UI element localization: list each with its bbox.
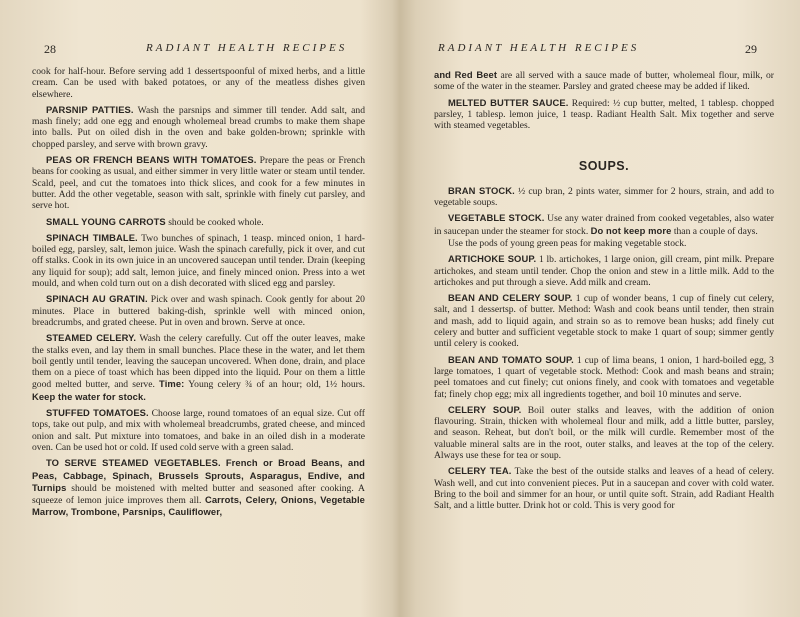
recipe-text: Wash the parsnips and simmer till tender. Add salt, and mash finely; add one egg and enough wholemeal bread crumbs to make them shape into balls. Put on oiled dish in the oven and bake golden-brown; sprinkle with chopped parsley, and serve with brown gravy. [32, 104, 365, 150]
recipe-title: CELERY TEA. [448, 465, 512, 477]
recipe-paragraph [32, 407, 365, 453]
stock-note: Keep the water for stock. [32, 390, 146, 402]
recipe-title: VEGETABLE STOCK. [448, 212, 545, 224]
recipe-title: BRAN STOCK. [448, 184, 515, 196]
recipe-title: MELTED BUTTER SAUCE. [448, 96, 569, 108]
recipe-paragraph [434, 185, 774, 209]
recipe-paragraph [32, 154, 365, 211]
recipe-note [434, 238, 774, 249]
warning-text: Do not keep more [590, 224, 672, 236]
recipe-paragraph [434, 292, 774, 349]
recipe-text: Take the best of the outside stalks and leaves of a head of celery. Wash well, and cut into convenient pieces. Put in a saucepan and cover with cold water. Bring to the boil and simmer for an hour, or until quite soft. Strain, add Radiant Health Salt, and a little butter. Drink hot or cold. This is very good for [434, 466, 774, 512]
recipe-paragraph [32, 104, 365, 150]
vegetable-list: French or Broad Beans, and Peas, Cabbage, Spinach, Brussels Sprouts, Asparagus, Endive, and Turnips [32, 457, 365, 493]
vegetable-list: and Red Beet [434, 69, 498, 80]
recipe-text: Choose large, round tomatoes of an equal size. Cut off tops, take out pulp, and mix with wholemeal breadcrumbs, grated cheese, and minced onion and salt. Put mixture into tomatoes, and bake in an oiled dish in a moderate oven. Can be used hot or cold. If used cold serve with a green salad. [32, 408, 365, 453]
recipe-text: Pick over and wash spinach. Cook gently for about 20 minutes. Place in buttered baking-dish, sprinkle well with minced onion, breadcrumbs, and grated cheese. Put in oven and brown. Serve at once. [32, 294, 365, 328]
recipe-title: BEAN AND TOMATO SOUP. [448, 353, 574, 365]
recipe-text: than a couple of days. [673, 225, 758, 237]
right-page-text [434, 69, 774, 516]
left-page-text [32, 66, 365, 523]
recipe-text: 1 lb. artichokes, 1 large onion, gill cream, pint milk. Prepare artichokes, and steam until tender. Chop the onion and stew in a little milk. Add to the artichokes and put through a sieve. Add milk and cream. [434, 254, 774, 288]
recipe-paragraph [32, 232, 365, 289]
right-page [402, 0, 800, 617]
recipe-title: ARTICHOKE SOUP. [448, 253, 537, 265]
page-number-right: 29 [745, 42, 757, 56]
recipe-text: Boil outer stalks and leaves, with the addition of onion flavouring. Strain, thicken with wholemeal flour and milk, add a little butter, parsley, and season. Reheat, but don't boil, or the milk will curdle. Remember most of the valuable mineral salts are in the root, outer stalks, and leaves at the top of the celery. Always use these for tea or soup. [434, 404, 774, 462]
recipe-title: SMALL YOUNG CARROTS [46, 215, 166, 227]
recipe-text: 1 cup of wonder beans, 1 cup of finely cut celery, salt, and 1 dessertsp. of butter. Method: Wash and cook beans until tender, then strain and mash, add to liquid again, and strain so as to remove bean husks; add finely cut celery and butter and sufficient vegetable stock to make 1 quart of soup; simmer gently until celery is cooked. [434, 293, 774, 350]
recipe-title: BEAN AND CELERY SOUP. [448, 292, 573, 304]
recipe-text: Required: ½ cup butter, melted, 1 tablesp. chopped parsley, 1 tablesp. lemon juice, 1 teasp. Radiant Health Salt. Mix together and serve with steamed vegetables. [434, 97, 774, 132]
recipe-text: should be moistened with melted butter and seasoned after cooking. A squeeze of lemon juice improves them all. [32, 482, 365, 507]
recipe-paragraph [434, 404, 774, 461]
section-heading: SOUPS. [578, 159, 630, 174]
recipe-paragraph [434, 465, 774, 511]
page-number-left: 28 [44, 42, 56, 56]
recipe-text: 1 cup of lima beans, 1 onion, 1 hard-boiled egg, 3 large tomatoes, 1 quart of vegetable stock. Method: Cook and mash beans and strain; peel tomatoes and cut finely; cut onions finely, and cook with tomatoes and vegetable fat; finely chop egg; mix all ingredients together, and boil 10 minutes and serve. [434, 354, 774, 400]
recipe-title: SPINACH AU GRATIN. [46, 293, 148, 305]
recipe-paragraph [434, 212, 774, 237]
recipe-text: cook for half-hour. Before serving add 1 dessertspoonful of mixed herbs, and a little cream. Can be used with baked potatoes, or any of the meatless dishes given elsewhere. [32, 66, 365, 100]
running-title-left: RADIANT HEALTH RECIPES [146, 42, 348, 54]
recipe-paragraph [434, 354, 774, 400]
recipe-paragraph [32, 457, 365, 518]
recipe-paragraph [434, 97, 774, 132]
continuation-paragraph [434, 69, 774, 93]
recipe-text: Use the pods of young green peas for making vegetable stock. [448, 237, 687, 249]
recipe-text: Prepare the peas or French beans for cooking as usual, and either simmer in very little water or steam until tender. Scald, peel, and cut the tomatoes into thick slices, and cook for a few minutes in butter. Add the other vegetable, season with salt, sprinkle with finely cut parsley, and serve hot. [32, 155, 365, 212]
time-label: Time: [159, 378, 185, 390]
recipe-text: Two bunches of spinach, 1 teasp. minced onion, 1 hard-boiled egg, parsley, salt, lemon juice. Wash the spinach carefully, pick it over, and cut off stalks. Cook in its own juice in an uncovered saucepan until tender. Drain (keeping any liquid for soup); add salt, lemon juice, and finely minced onion. Press into a wet mould, and when cold turn out on a dish decorated with sliced egg and parsley. [32, 232, 365, 290]
recipe-paragraph [32, 293, 365, 328]
recipe-text: are all served with a sauce made of butter, wholemeal flour, milk, or some of the water in the steamer. Parsley and grated cheese may be added if liked. [434, 70, 774, 93]
recipe-title: CELERY SOUP. [448, 403, 522, 415]
recipe-paragraph [32, 332, 365, 403]
recipe-text: ½ cup bran, 2 pints water, simmer for 2 hours, strain, and add to vegetable soups. [434, 185, 774, 209]
recipe-paragraph [434, 253, 774, 288]
recipe-title: PARSNIP PATTIES. [46, 103, 134, 115]
time-text: Young celery ¾ of an hour; old, 1½ hours. [188, 379, 365, 391]
vegetable-list: Carrots, Celery, Onions, Vegetable Marrow, Trombone, Parsnips, Cauliflower, [32, 494, 365, 518]
running-title-right: RADIANT HEALTH RECIPES [438, 42, 640, 54]
running-head-left [0, 42, 398, 58]
section-gap [434, 135, 774, 161]
recipe-paragraph [32, 216, 365, 228]
running-head-right [402, 42, 800, 58]
recipe-title: SPINACH TIMBALE. [46, 231, 138, 243]
left-page [0, 0, 398, 617]
recipe-title: STEAMED CELERY. [46, 332, 137, 344]
recipe-text: Wash the celery carefully. Cut off the outer leaves, make the stalks even, and lay them in small bunches. Place these in the water, and let them boil gently until tender, leaving the saucepan uncovered. When done, drain, and place them on a piece of toast which has been dipped into the liquid. Pour on them a little good melted butter, and serve. [32, 333, 365, 391]
recipe-title: PEAS OR FRENCH BEANS WITH TOMATOES. [46, 154, 257, 166]
recipe-text: should be cooked whole. [168, 216, 264, 228]
recipe-title: STUFFED TOMATOES. [46, 407, 149, 419]
recipe-title: TO SERVE STEAMED VEGETABLES. [46, 457, 221, 469]
recipe-paragraph [32, 66, 365, 100]
recipe-text: Use any water drained from cooked vegetables, also water in saucepan under the steamer for stock. [434, 213, 774, 237]
